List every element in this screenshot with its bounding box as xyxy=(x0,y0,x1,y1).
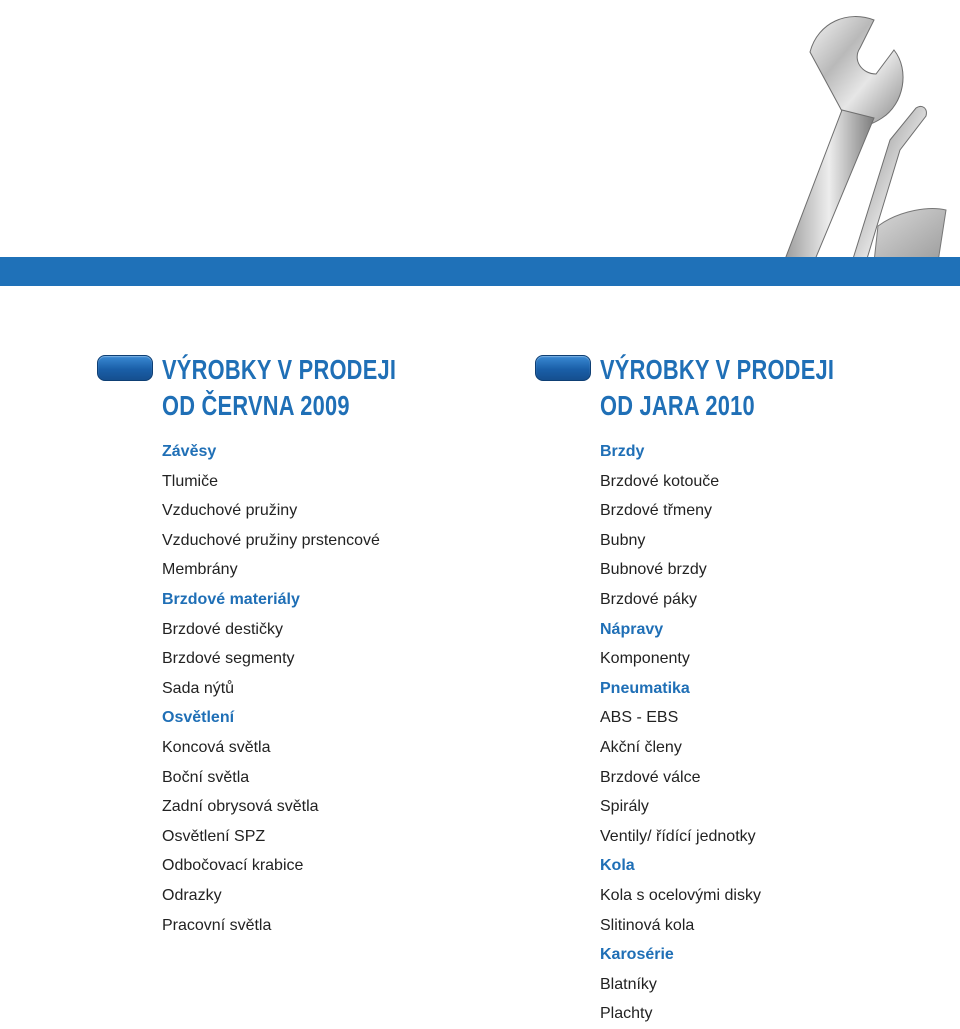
product-item: Kola s ocelovými disky xyxy=(600,886,761,904)
product-item: Plachty xyxy=(600,1005,653,1023)
wrench-icon xyxy=(770,0,960,262)
blue-band xyxy=(0,257,960,286)
product-item: Osvětlení SPZ xyxy=(162,827,266,845)
bullet-pill xyxy=(535,355,591,381)
heading-line-1: VÝROBKY V PRODEJI xyxy=(600,354,835,385)
product-item: Brzdové třmeny xyxy=(600,502,713,520)
products-2010-list xyxy=(600,437,960,1029)
product-item: Akční členy xyxy=(600,738,682,756)
product-item: Pracovní světla xyxy=(162,916,272,934)
category-heading: Kola xyxy=(600,857,635,875)
category-heading: Osvětlení xyxy=(162,709,235,727)
category-heading: Pneumatika xyxy=(600,679,690,697)
product-item: Bubny xyxy=(600,531,646,549)
category-heading: Brzdové materiály xyxy=(162,590,300,608)
product-item: Bubnové brzdy xyxy=(600,561,707,579)
products-2009-list xyxy=(162,437,522,940)
heading-line-2: OD JARA 2010 xyxy=(600,390,755,421)
category-heading: Karosérie xyxy=(600,946,674,964)
products-2009-heading xyxy=(162,352,396,424)
product-item: Slitinová kola xyxy=(600,916,695,934)
product-item: Blatníky xyxy=(600,975,657,993)
product-item: Brzdové destičky xyxy=(162,620,283,638)
product-item: Vzduchové pružiny xyxy=(162,502,298,520)
product-item: Brzdové páky xyxy=(600,590,697,608)
product-item: Odrazky xyxy=(162,886,222,904)
product-item: Komponenty xyxy=(600,650,690,668)
product-item: Brzdové segmenty xyxy=(162,650,295,668)
product-item: Membrány xyxy=(162,561,238,579)
product-item: ABS - EBS xyxy=(600,709,679,727)
products-2010-heading xyxy=(600,352,834,424)
product-item: Vzduchové pružiny prstencové xyxy=(162,531,380,549)
product-item: Brzdové kotouče xyxy=(600,472,720,490)
heading-line-1: VÝROBKY V PRODEJI xyxy=(162,354,397,385)
product-item: Brzdové válce xyxy=(600,768,701,786)
bullet-pill xyxy=(97,355,153,381)
product-item: Koncová světla xyxy=(162,738,271,756)
product-item: Ventily/ řídící jednotky xyxy=(600,827,756,845)
product-item: Spirály xyxy=(600,798,649,816)
heading-line-2: OD ČERVNA 2009 xyxy=(162,390,350,421)
product-item: Boční světla xyxy=(162,768,250,786)
category-heading: Nápravy xyxy=(600,620,664,638)
category-heading: Brzdy xyxy=(600,443,645,460)
product-item: Zadní obrysová světla xyxy=(162,798,319,816)
category-heading: Závěsy xyxy=(162,443,217,460)
product-item: Sada nýtů xyxy=(162,679,235,697)
product-item: Odbočovací krabice xyxy=(162,857,304,875)
product-item: Tlumiče xyxy=(162,472,219,490)
